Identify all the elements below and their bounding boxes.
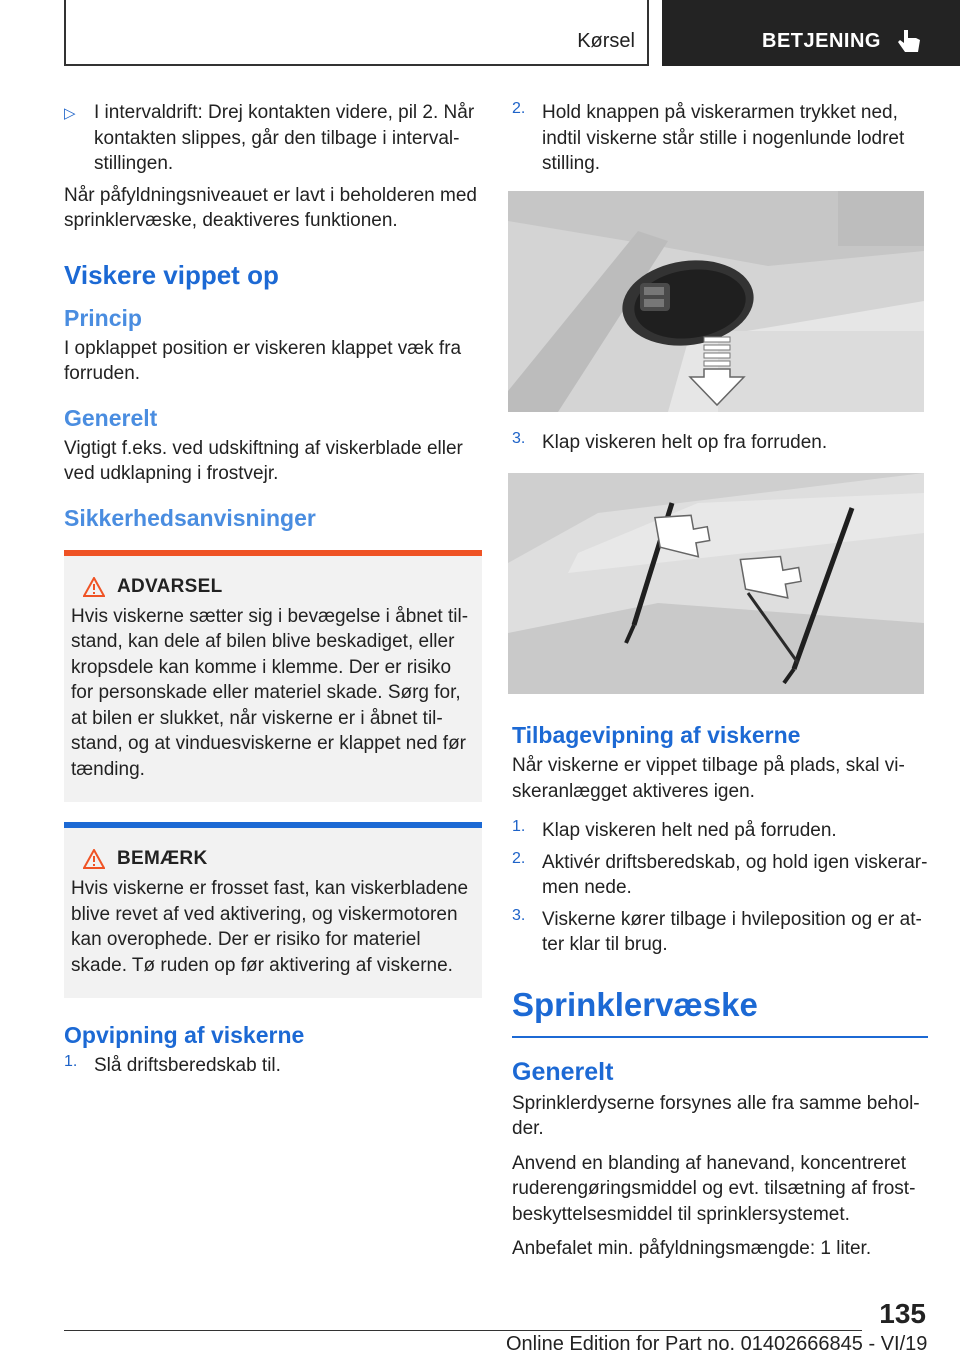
heading-fold-up: Opvipning af viskerne [64, 1022, 305, 1048]
notice-triangle-icon [83, 849, 105, 869]
step-number: 3. [512, 906, 526, 924]
list-item [512, 907, 928, 958]
heading-safety: Sikkerhedsanvisninger [64, 504, 316, 531]
list-item [512, 818, 928, 844]
washer-text-3: Anbefalet min. påfyldningsmængde: 1 liter. [512, 1238, 872, 1259]
heading-wipers-tilted: Viskere vippet op [64, 259, 279, 290]
right-column [512, 100, 928, 1271]
notice-text: Hvis viskerne er frosset fast, kan viskerbladene blive revet af ved aktivering, og viskermotoren kan overophede. Der er risiko for materiel skade. Tø ruden op før aktivering af viskerne. [71, 878, 469, 976]
step-number: 2. [512, 849, 526, 867]
warning-title-row [83, 576, 475, 598]
heading-principle: Princip [64, 304, 142, 331]
warning-box [64, 550, 482, 803]
list-item [64, 100, 482, 177]
triangle-bullet-icon: ▷ [64, 105, 76, 122]
header-chapter-title: BETJENING [762, 30, 881, 52]
heading-fold-back: Tilbagevipning af viskerne [512, 722, 801, 748]
step-number: 1. [64, 1053, 78, 1070]
page-number: 135 [879, 1298, 926, 1329]
warning-triangle-icon [83, 577, 105, 597]
list-item [512, 850, 928, 901]
step-text: Aktivér driftsberedskab, og hold igen viskerarmen nede. [542, 851, 928, 898]
list-item [64, 1053, 482, 1079]
hand-pointer-icon [894, 26, 926, 58]
notice-title-row [83, 848, 475, 870]
footer-divider [64, 1330, 862, 1331]
header-chapter-box [662, 0, 960, 66]
principle-text: I opklappet position er viskeren klappet væk fra forruden. [64, 337, 462, 384]
header-section-box [64, 0, 649, 66]
step-text: Klap viskeren helt op fra forruden. [542, 431, 828, 453]
windshield-wipers-photo [508, 473, 924, 694]
step-text: Hold knappen på viskerarmen trykket ned, indtil viskerne står stille i nogenlunde lodret stilling. [542, 102, 905, 174]
step-number: 2. [512, 100, 526, 117]
footer-text: Online Edition for Part no. 01402666845 - VI/19 [506, 1333, 928, 1355]
step-text: Slå driftsberedskab til. [94, 1055, 281, 1076]
warning-text: Hvis viskerne sætter sig i bevægelse i åbnet tilstand, kan dele af bilen blive beskadiget, eller kropsdele kan komme i klemme. Der er risiko for personskade eller materiel skade. Sørg for, at bilen er slukket, når viskerne er i åbnet tilstand, og at vinduesviskerne er klappet ned før tænding. [71, 605, 469, 780]
interval-instruction: I intervaldrift: Drej kontakten videre, pil 2. Når kontakten slippes, går den tilbage i intervalstillingen. [94, 102, 475, 174]
warning-title: ADVARSEL [117, 575, 223, 597]
washer-level-note: Når påfyldningsniveauet er lavt i beholderen med sprinklervæske, deaktiveres funktionen. [64, 184, 477, 231]
notice-title: BEMÆRK [117, 848, 208, 869]
wiper-arm-photo [508, 191, 924, 412]
fold-back-text: Når viskerne er vippet tilbage på plads, skal viskeranlægget aktiveres igen. [512, 755, 905, 802]
washer-text-2: Anvend en blanding af hanevand, koncentreret ruderengøringsmiddel og evt. tilsætning af frostbeskyttelsesmiddel til sprinklersystemet. [512, 1152, 916, 1225]
step-text: Viskerne kører tilbage i hvileposition og er atter klar til brug. [542, 908, 922, 955]
heading-general: Generelt [64, 404, 158, 431]
heading-general-washer: Generelt [512, 1057, 614, 1086]
notice-box [64, 822, 482, 998]
heading-washer-fluid: Sprinklervæske [512, 986, 928, 1038]
general-text: Vigtigt f.eks. ved udskiftning af viskerblade eller ved udklapning i frostvejr. [64, 437, 463, 484]
step-number: 1. [512, 818, 526, 835]
list-item [512, 100, 928, 177]
step-text: Klap viskeren helt ned på forruden. [542, 820, 837, 841]
fold-back-steps [512, 818, 928, 958]
header-section-title: Kørsel [577, 30, 635, 52]
step-number: 3. [512, 429, 526, 447]
washer-text-1: Sprinklerdyserne forsynes alle fra samme beholder. [512, 1092, 920, 1139]
left-column [64, 100, 482, 1085]
list-item [512, 430, 928, 456]
